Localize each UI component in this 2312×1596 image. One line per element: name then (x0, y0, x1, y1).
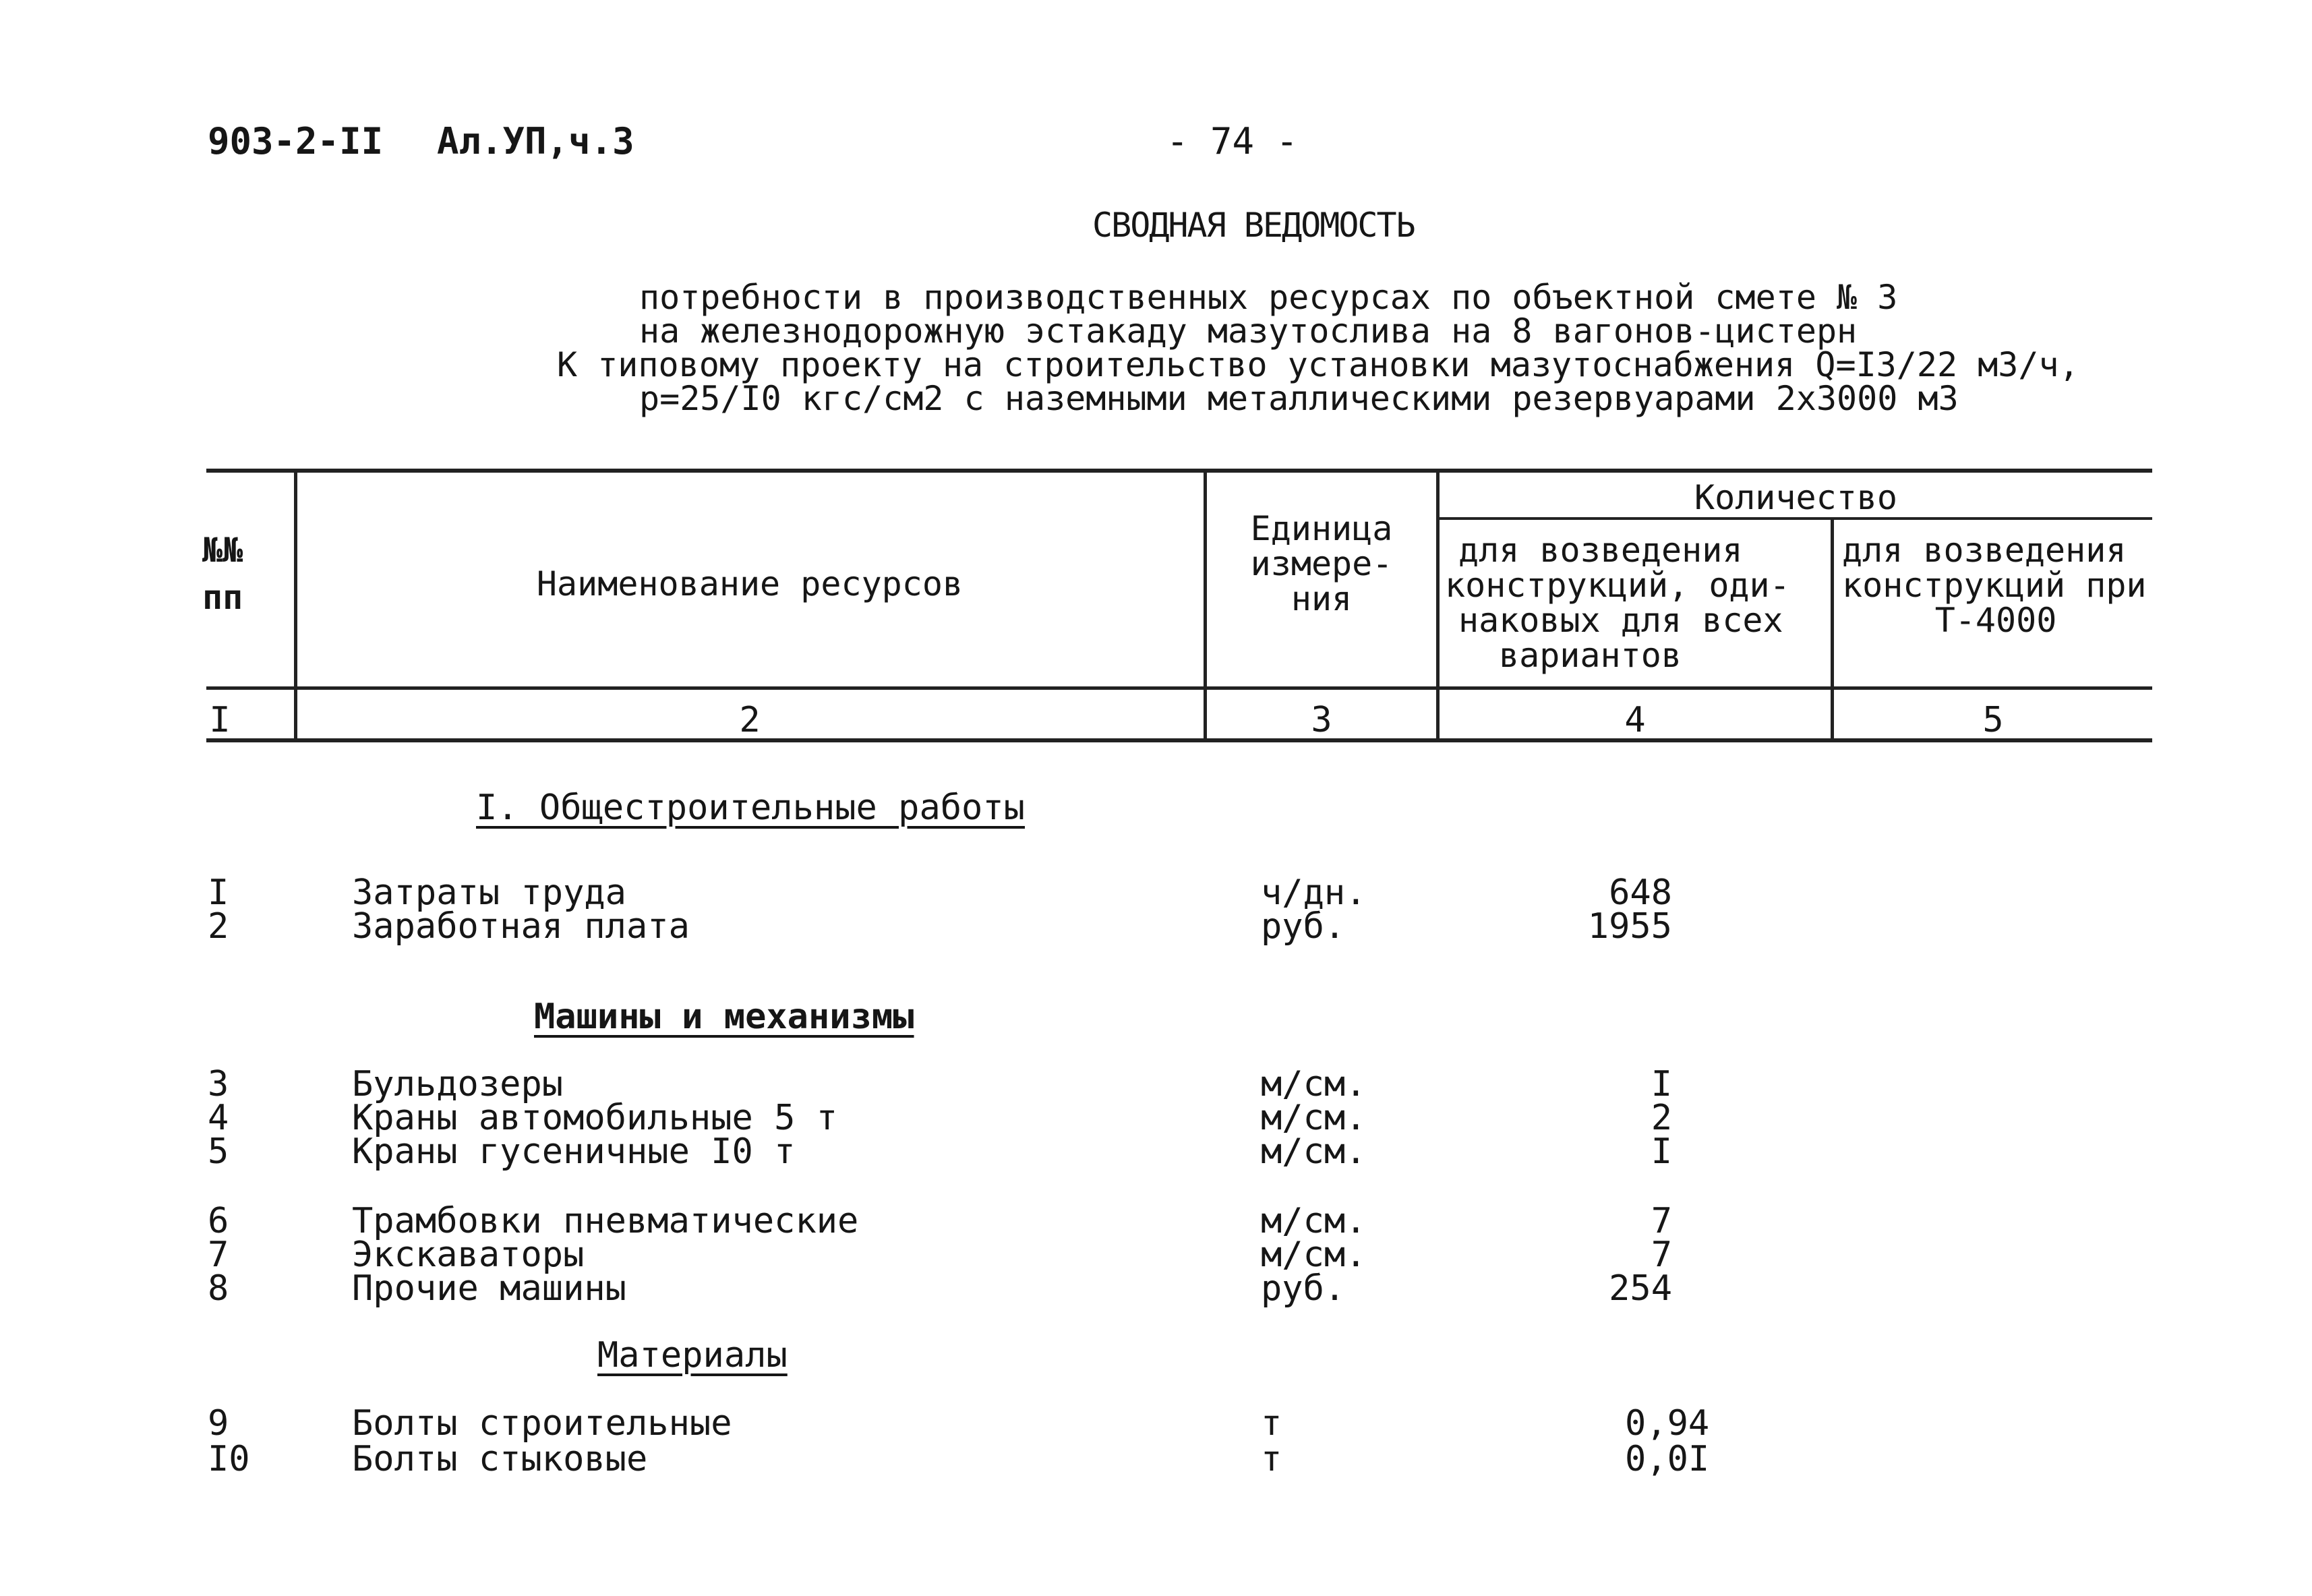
header-col5-line: для возведения (1842, 531, 2127, 570)
column-number-4: 4 (1624, 700, 1646, 740)
row-value: 1955 (1587, 906, 1672, 947)
section-heading-machines: Машины и механизмы (534, 997, 914, 1037)
row-value: 7 (1651, 1235, 1672, 1275)
row-number: I0 (208, 1439, 250, 1479)
row-value: 0,0I (1625, 1439, 1710, 1479)
column-number-5: 5 (1982, 700, 2004, 740)
row-unit: м/см. (1261, 1235, 1367, 1275)
row-number: 7 (208, 1235, 229, 1275)
quantity-sub-rule (1440, 517, 2152, 520)
row-name: Заработная плата (352, 906, 690, 947)
subtitle-line-4: р=25/I0 кгс/см2 с наземными металлическими резервуарами 2х3000 м3 (639, 379, 1959, 418)
header-quantity: Количество (1694, 478, 1898, 517)
row-unit: руб. (1261, 1268, 1346, 1309)
row-unit: т (1261, 1439, 1282, 1479)
row-value: I (1651, 1064, 1672, 1104)
column-number-3: 3 (1311, 700, 1332, 740)
row-number: 9 (208, 1403, 229, 1444)
header-unit-line: Единица (1250, 509, 1393, 548)
section-heading-materials: Материалы (597, 1335, 788, 1376)
row-value: 2 (1651, 1098, 1672, 1138)
album-reference: Ал.УП,ч.3 (437, 120, 634, 162)
row-unit: ч/дн. (1261, 873, 1367, 913)
column-number-2: 2 (739, 700, 761, 740)
header-unit (1207, 511, 1436, 616)
row-name: Краны автомобильные 5 т (352, 1098, 838, 1138)
header-unit-line: измере- (1250, 544, 1393, 583)
row-number: 3 (208, 1064, 229, 1104)
section-heading-general: I. Общестроительные работы (476, 788, 1025, 828)
row-unit: руб. (1261, 906, 1346, 947)
row-number: 8 (208, 1268, 229, 1309)
row-name: Трамбовки пневматические (352, 1201, 859, 1241)
header-col5-line: Т-4000 (1934, 601, 2057, 640)
row-unit: м/см. (1261, 1201, 1367, 1241)
header-bottom-rule (206, 686, 2152, 690)
column-number-1: I (209, 700, 231, 740)
row-unit: м/см. (1261, 1064, 1367, 1104)
document-title: СВОДНАЯ ВЕДОМОСТЬ (1092, 206, 1415, 245)
row-value: 648 (1609, 873, 1672, 913)
header-num-line: пп (202, 578, 243, 617)
header-num-line: №№ (202, 531, 243, 570)
row-number: I (208, 873, 229, 913)
row-value: I (1651, 1131, 1672, 1172)
row-value: 254 (1609, 1268, 1672, 1309)
header-unit-line: ния (1291, 579, 1353, 618)
row-unit: м/см. (1261, 1131, 1367, 1172)
row-name: Прочие машины (352, 1268, 626, 1309)
row-number: 2 (208, 906, 229, 947)
subtitle-line-2: на железнодорожную эстакаду мазутослива на 8 вагонов-цистерн (639, 312, 1858, 351)
row-name: Краны гусеничные I0 т (352, 1131, 796, 1172)
header-name: Наименование ресурсов (536, 564, 964, 603)
header-col4 (1440, 533, 1831, 673)
page-number: - 74 - (1166, 120, 1299, 162)
header-num (202, 533, 276, 615)
row-number: 4 (208, 1098, 229, 1138)
header-col5 (1834, 533, 2158, 638)
header-col4-line: вариантов (1499, 636, 1682, 675)
row-value: 0,94 (1625, 1403, 1710, 1444)
header-col4-line: конструкций, оди- (1445, 566, 1790, 605)
row-name: Экскаваторы (352, 1235, 585, 1275)
row-name: Затраты труда (352, 873, 626, 913)
header-col4-line: для возведения (1458, 531, 1743, 570)
subtitle-line-1: потребности в производственных ресурсах по объектной смете № 3 (639, 278, 1898, 317)
row-unit: м/см. (1261, 1098, 1367, 1138)
header-col5-line: конструкций при (1842, 566, 2147, 605)
row-number: 6 (208, 1201, 229, 1241)
document-code: 903-2-II (208, 120, 384, 162)
row-name: Болты строительные (352, 1403, 732, 1444)
row-name: Бульдозеры (352, 1064, 564, 1104)
row-unit: т (1261, 1403, 1282, 1444)
table-top-rule (206, 469, 2152, 473)
row-value: 7 (1651, 1201, 1672, 1241)
row-name: Болты стыковые (352, 1439, 648, 1479)
row-number: 5 (208, 1131, 229, 1172)
column-divider-1 (294, 471, 297, 740)
subtitle-line-3: К типовому проекту на строительство установки мазутоснабжения Q=I3/22 м3/ч, (557, 345, 2079, 384)
header-col4-line: наковых для всех (1458, 601, 1783, 640)
